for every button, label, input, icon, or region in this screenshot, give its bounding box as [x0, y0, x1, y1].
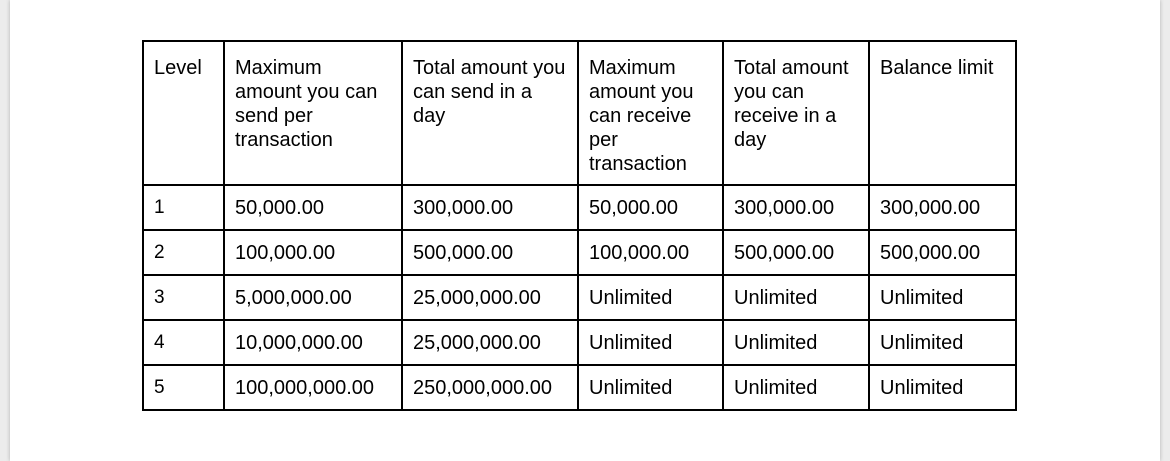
cell-max-send: 50,000.00: [224, 185, 402, 230]
header-balance-limit: Balance limit: [869, 41, 1016, 185]
table-row: [143, 275, 1016, 320]
cell-max-receive: 50,000.00: [578, 185, 723, 230]
cell-level: 5: [143, 365, 224, 410]
cell-balance-limit: Unlimited: [869, 320, 1016, 365]
cell-total-receive: Unlimited: [723, 275, 869, 320]
cell-max-receive: Unlimited: [578, 275, 723, 320]
document-page: [10, 0, 1160, 461]
cell-balance-limit: 500,000.00: [869, 230, 1016, 275]
cell-max-send: 100,000,000.00: [224, 365, 402, 410]
cell-max-receive: Unlimited: [578, 365, 723, 410]
cell-total-receive: 300,000.00: [723, 185, 869, 230]
header-max-send-per-transaction: Maximum amount you can send per transaction: [224, 41, 402, 185]
cell-balance-limit: Unlimited: [869, 275, 1016, 320]
cell-balance-limit: Unlimited: [869, 365, 1016, 410]
account-limits-table: [142, 40, 1017, 411]
cell-total-send: 500,000.00: [402, 230, 578, 275]
table-header-row: [143, 41, 1016, 185]
cell-total-receive: Unlimited: [723, 320, 869, 365]
cell-level: 1: [143, 185, 224, 230]
cell-max-send: 100,000.00: [224, 230, 402, 275]
cell-max-receive: 100,000.00: [578, 230, 723, 275]
cell-level: 4: [143, 320, 224, 365]
cell-balance-limit: 300,000.00: [869, 185, 1016, 230]
header-level: Level: [143, 41, 224, 185]
header-max-receive-per-transaction: Maximum amount you can receive per transaction: [578, 41, 723, 185]
cell-total-send: 250,000,000.00: [402, 365, 578, 410]
table-row: [143, 320, 1016, 365]
cell-max-receive: Unlimited: [578, 320, 723, 365]
table-row: [143, 230, 1016, 275]
cell-level: 2: [143, 230, 224, 275]
table-row: [143, 185, 1016, 230]
cell-total-receive: Unlimited: [723, 365, 869, 410]
cell-total-receive: 500,000.00: [723, 230, 869, 275]
cell-max-send: 10,000,000.00: [224, 320, 402, 365]
header-total-receive-per-day: Total amount you can receive in a day: [723, 41, 869, 185]
cell-total-send: 300,000.00: [402, 185, 578, 230]
table-row: [143, 365, 1016, 410]
header-total-send-per-day: Total amount you can send in a day: [402, 41, 578, 185]
cell-max-send: 5,000,000.00: [224, 275, 402, 320]
cell-level: 3: [143, 275, 224, 320]
cell-total-send: 25,000,000.00: [402, 320, 578, 365]
cell-total-send: 25,000,000.00: [402, 275, 578, 320]
